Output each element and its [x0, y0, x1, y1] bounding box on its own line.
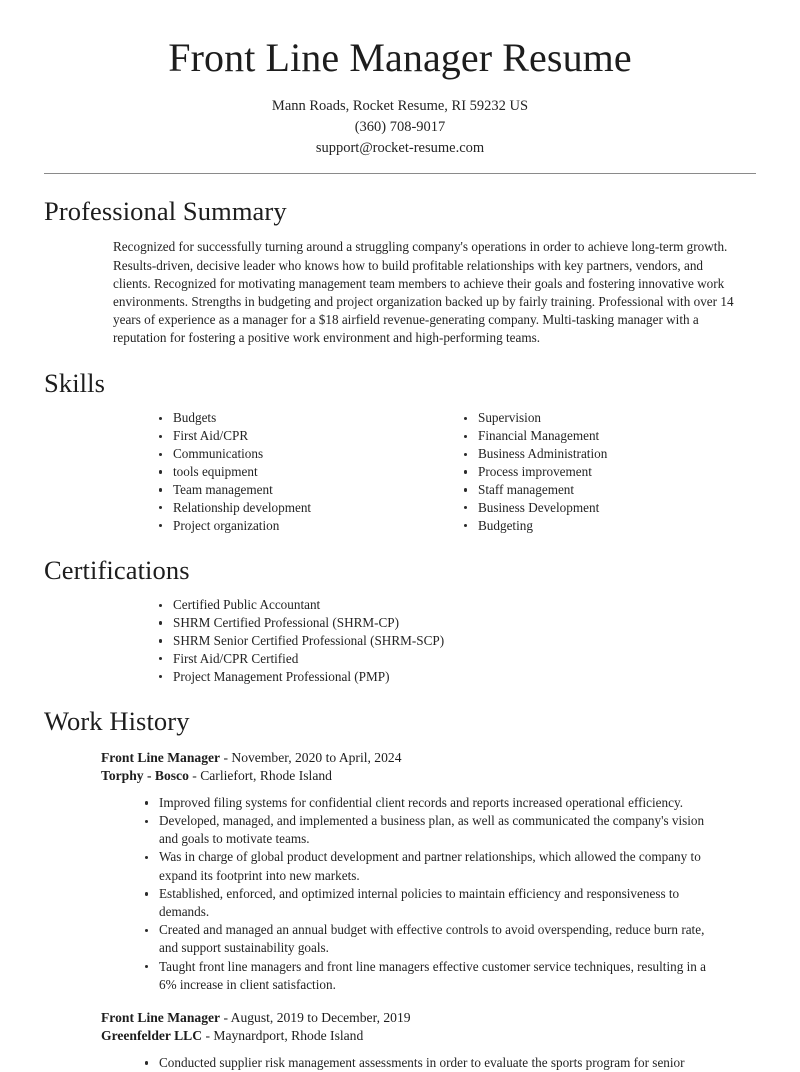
job-headline — [44, 749, 756, 767]
skills-column-left — [146, 409, 451, 534]
job-role: Front Line Manager — [101, 750, 220, 765]
list-item: tools equipment — [146, 463, 451, 481]
list-item: Taught front line managers and front line managers effective customer service techniques, resulting in a 6% increase in client satisfaction. — [132, 958, 726, 994]
section-certifications — [44, 555, 756, 686]
list-item: SHRM Senior Certified Professional (SHRM-SCP) — [146, 632, 756, 650]
job-role: Front Line Manager — [101, 1010, 220, 1025]
job-company-line — [44, 1027, 756, 1045]
list-item: Developed, managed, and implemented a business plan, as well as communicated the company's vision and goals to motivate teams. — [132, 812, 726, 848]
job-dates: - August, 2019 to December, 2019 — [220, 1010, 411, 1025]
list-item: Project Management Professional (PMP) — [146, 668, 756, 686]
job-bullets-wrap — [44, 794, 756, 994]
job-bullets — [132, 794, 726, 994]
list-item: Certified Public Accountant — [146, 596, 756, 614]
job-headline — [44, 1009, 756, 1027]
list-item: Was in charge of global product development and partner relationships, which allowed the company to expand its footprint into new markets. — [132, 848, 726, 884]
page-title: Front Line Manager Resume — [44, 0, 756, 80]
job-company: Torphy - Bosco — [101, 768, 189, 783]
section-title-work-history: Work History — [44, 706, 756, 736]
list-item: Established, enforced, and optimized internal policies to maintain efficiency and responsiveness to demands. — [132, 885, 726, 921]
list-item: Relationship development — [146, 499, 451, 517]
list-item: Business Administration — [451, 445, 756, 463]
list-item: Created and managed an annual budget with effective controls to avoid overspending, reduce burn rate, and support sustainability goals. — [132, 921, 726, 957]
section-title-professional-summary: Professional Summary — [44, 196, 756, 226]
contact-address: Mann Roads, Rocket Resume, RI 59232 US — [44, 96, 756, 117]
certifications-list-wrap — [44, 596, 756, 686]
skills-list-right — [451, 409, 756, 534]
job-company: Greenfelder LLC — [101, 1028, 202, 1043]
professional-summary-text: Recognized for successfully turning around a struggling company's operations in order to achieve long-term growth. Results-driven, decisive leader who knows how to build profitable relationships with key partners, vendors, and clients. Recognized for motivating management team members to achieve their goals and fostering innovative work environments. Strengths in budgeting and project organization backed up by fairly training. Professional with over 14 years of experience as a manager for a $18 airfield revenue-generating company. Multi-tasking manager with a reputation for fostering a positive work environment and high-performing teams. — [44, 238, 756, 347]
list-item: Improved filing systems for confidential client records and reports increased operational efficiency. — [132, 794, 726, 812]
list-item: Financial Management — [451, 427, 756, 445]
list-item: Communications — [146, 445, 451, 463]
job-bullets-wrap — [44, 1054, 756, 1072]
list-item: Staff management — [451, 481, 756, 499]
work-history-entry — [44, 749, 756, 994]
list-item: Budgeting — [451, 517, 756, 535]
job-location: - Carliefort, Rhode Island — [189, 768, 332, 783]
certifications-list — [146, 596, 756, 686]
list-item: First Aid/CPR — [146, 427, 451, 445]
job-location: - Maynardport, Rhode Island — [202, 1028, 363, 1043]
header-divider — [44, 173, 756, 174]
list-item: Conducted supplier risk management assessments in order to evaluate the sports program for senior — [132, 1054, 726, 1072]
list-item: SHRM Certified Professional (SHRM-CP) — [146, 614, 756, 632]
list-item: Team management — [146, 481, 451, 499]
section-title-certifications: Certifications — [44, 555, 756, 585]
job-bullets — [132, 1054, 726, 1072]
list-item: Budgets — [146, 409, 451, 427]
contact-phone: (360) 708-9017 — [44, 117, 756, 138]
list-item: Process improvement — [451, 463, 756, 481]
job-dates: - November, 2020 to April, 2024 — [220, 750, 401, 765]
work-history-entry — [44, 1009, 756, 1072]
list-item: Supervision — [451, 409, 756, 427]
section-professional-summary — [44, 196, 756, 348]
section-work-history — [44, 706, 756, 1072]
section-skills — [44, 368, 756, 535]
list-item: Project organization — [146, 517, 451, 535]
skills-columns — [44, 409, 756, 534]
contact-info — [44, 96, 756, 159]
list-item: First Aid/CPR Certified — [146, 650, 756, 668]
skills-column-right — [451, 409, 756, 534]
job-company-line — [44, 767, 756, 785]
skills-list-left — [146, 409, 451, 534]
list-item: Business Development — [451, 499, 756, 517]
section-title-skills: Skills — [44, 368, 756, 398]
contact-email: support@rocket-resume.com — [44, 138, 756, 159]
